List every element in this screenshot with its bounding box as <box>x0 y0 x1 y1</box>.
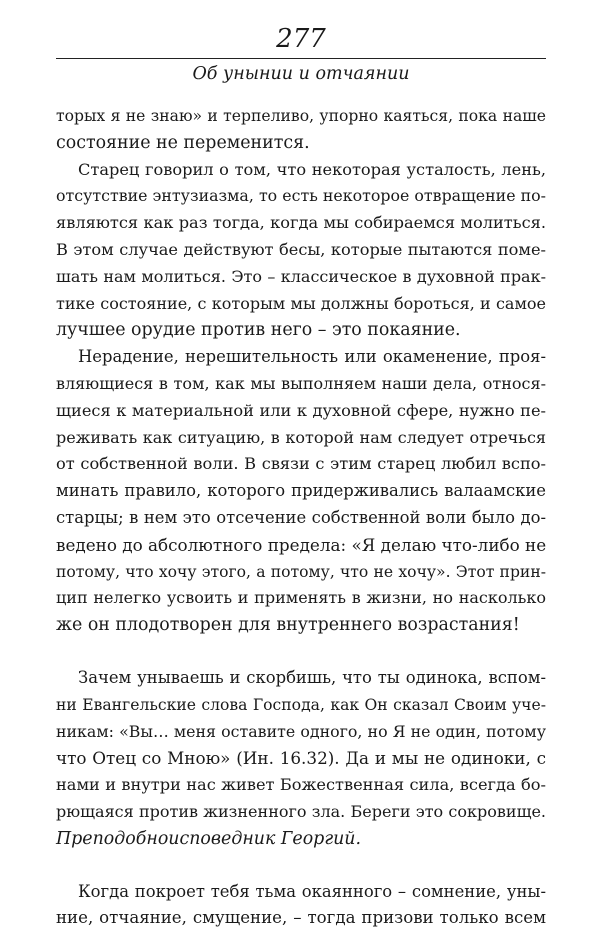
text-line: отсутствие энтузиазма, то есть некоторое отвращение по- <box>56 186 546 206</box>
text-line: Когда покроет тебя тьма окаянного – сомнение, уны- <box>78 881 546 901</box>
text-line: являются как раз тогда, когда мы собираемся молиться. <box>56 213 546 233</box>
section-gap <box>56 853 546 879</box>
paragraph <box>56 665 546 853</box>
paragraph <box>56 344 546 639</box>
text-line: Нерадение, нерешительность или окаменение, проя- <box>78 347 546 367</box>
text-line: шать нам молиться. Это – классическое в духовной прак- <box>56 266 546 286</box>
paragraph <box>56 157 546 345</box>
section-gap <box>56 639 546 665</box>
text-line: тике состояние, с которым мы должны бороться, и самое <box>56 293 546 313</box>
paragraph <box>56 103 546 157</box>
text-line: минать правило, которого придерживались валаамские <box>56 481 546 501</box>
body-text <box>56 103 546 932</box>
text-line: ведено до абсолютного предела: «Я делаю что-либо не <box>56 534 547 555</box>
text-line: щиеся к материальной или к духовной сфере, нужно пе- <box>56 400 546 420</box>
text-line: В этом случае действуют бесы, которые пытаются поме- <box>56 239 546 259</box>
text-line: цип нелегко усвоить и применять в жизни, но насколько <box>56 588 546 608</box>
text-line: Старец говорил о том, что некоторая усталость, лень, <box>78 159 546 179</box>
paragraph <box>56 879 546 932</box>
text-line: Зачем унываешь и скорбишь, что ты одинока, вспом- <box>78 667 546 687</box>
book-page <box>56 22 546 932</box>
text-line: ни Евангельские слова Господа, как Он сказал Своим уче- <box>56 695 546 714</box>
text-line: вляющиеся в том, как мы выполняем наши дела, относя- <box>56 373 546 393</box>
text-line: нами и внутри нас живет Божественная сила, всегда бо- <box>56 775 546 795</box>
text-line: состояние не переменится. <box>56 132 310 153</box>
header-rule <box>56 58 546 59</box>
quote-attribution: Преподобноисповедник Георгий. <box>56 828 362 849</box>
text-line: никам: «Вы… меня оставите одного, но Я не один, потому <box>56 721 546 741</box>
running-title: Об унынии и отчаянии <box>192 64 410 84</box>
text-line: же он плодотворен для внутреннего возрастания! <box>56 615 520 636</box>
text-line: что Отец со Мною» (Ин. 16.32). Да и мы не одиноки, с <box>56 748 546 769</box>
text-line: потому, что хочу этого, а потому, что не хочу». Этот прин- <box>56 562 546 581</box>
text-line: реживать как ситуацию, в которой нам следует отречься <box>56 427 546 447</box>
text-line: ние, отчаяние, смущение, – тогда призови только всем <box>56 908 546 928</box>
text-line: торых я не знаю» и терпеливо, упорно каяться, пока наше <box>56 107 546 125</box>
text-line: от собственной воли. В связи с этим старец любил вспо- <box>56 454 546 474</box>
text-line: рющаяся против жизненного зла. Береги это сокровище. <box>56 801 546 821</box>
text-line: старцы; в нем это отсечение собственной воли было до- <box>56 507 546 527</box>
text-line: лучшее орудие против него – это покаяние. <box>56 320 461 341</box>
page-number: 277 <box>276 24 326 54</box>
